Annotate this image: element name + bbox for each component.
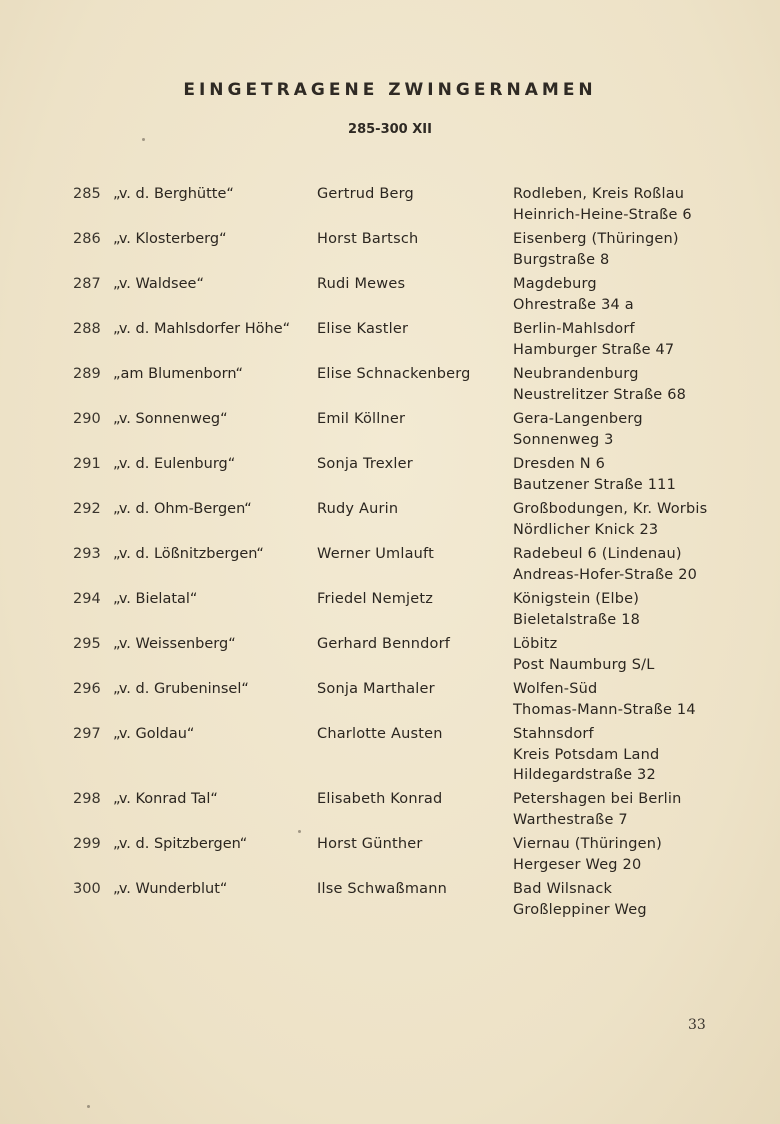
entry-number: 295: [73, 636, 101, 652]
owner-address: [513, 319, 674, 360]
address-line: Eisenberg (Thüringen): [513, 231, 679, 247]
entry-number: 288: [73, 321, 101, 337]
kennel-name-list: [0, 184, 780, 924]
owner-address: [513, 184, 692, 225]
owner-name: Rudi Mewes: [317, 276, 406, 292]
entry-number: 296: [73, 681, 101, 697]
address-line: Hamburger Straße 47: [513, 341, 675, 358]
owner-address: [513, 789, 682, 830]
address-line: Bieletalstraße 18: [513, 611, 641, 628]
kennel-name: „v. d. Spitzbergen“: [113, 836, 248, 852]
owner-name: Rudy Aurin: [317, 501, 399, 517]
owner-address: [513, 274, 634, 315]
address-line: Großbodungen, Kr. Worbis: [513, 501, 708, 517]
page-number: 33: [688, 1017, 706, 1033]
entry-number: 294: [73, 591, 101, 607]
owner-name: Werner Umlauft: [317, 546, 434, 562]
address-line: Viernau (Thüringen): [513, 836, 662, 852]
owner-name: Sonja Marthaler: [317, 681, 435, 697]
kennel-name: „v. d. Eulenburg“: [113, 456, 236, 472]
address-line: Bad Wilsnack: [513, 881, 613, 897]
entry-row: [0, 184, 780, 229]
owner-name: Gerhard Benndorf: [317, 636, 451, 652]
entry-row: [0, 724, 780, 789]
address-line: Stahnsdorf: [513, 726, 594, 742]
owner-name: Elisabeth Konrad: [317, 791, 443, 807]
address-line: Neustrelitzer Straße 68: [513, 386, 687, 403]
owner-address: [513, 499, 707, 540]
owner-name: Elise Schnackenberg: [317, 366, 471, 382]
owner-address: [513, 834, 662, 875]
owner-address: [513, 229, 679, 270]
address-line: Petershagen bei Berlin: [513, 791, 682, 807]
kennel-name: „v. d. Berghütte“: [113, 186, 234, 202]
address-line: Heinrich-Heine-Straße 6: [513, 206, 692, 223]
owner-address: [513, 544, 697, 585]
owner-address: [513, 409, 643, 450]
kennel-name: „v. Sonnenweg“: [113, 411, 228, 427]
owner-name: Emil Köllner: [317, 411, 406, 427]
owner-name: Horst Bartsch: [317, 231, 419, 247]
kennel-name: „v. Wunderblut“: [113, 881, 228, 897]
entry-number: 290: [73, 411, 101, 427]
entry-number: 287: [73, 276, 101, 292]
address-line: Thomas-Mann-Straße 14: [513, 701, 696, 718]
kennel-name: „v. d. Mahlsdorfer Höhe“: [113, 321, 291, 337]
owner-name: Horst Günther: [317, 836, 423, 852]
address-line: Neubrandenburg: [513, 366, 639, 382]
address-line: Bautzener Straße 111: [513, 476, 676, 493]
owner-address: [513, 679, 696, 720]
owner-address: [513, 454, 676, 495]
entry-row: [0, 679, 780, 724]
kennel-name: „v. d. Lößnitzbergen“: [113, 546, 264, 562]
entry-row: [0, 834, 780, 879]
print-speck: [87, 1105, 90, 1108]
entry-row: [0, 589, 780, 634]
address-line: Löbitz: [513, 636, 558, 652]
entry-number: 286: [73, 231, 101, 247]
page-subtitle: 285-300 XII: [348, 122, 432, 137]
address-line: Dresden N 6: [513, 456, 606, 472]
print-speck: [142, 138, 145, 141]
entry-row: [0, 409, 780, 454]
address-line: Gera-Langenberg: [513, 411, 643, 427]
entry-number: 285: [73, 186, 101, 202]
entry-row: [0, 229, 780, 274]
address-line: Post Naumburg S/L: [513, 656, 655, 673]
owner-name: Elise Kastler: [317, 321, 409, 337]
address-line: Kreis Potsdam Land: [513, 746, 660, 763]
entry-number: 299: [73, 836, 101, 852]
entry-row: [0, 544, 780, 589]
kennel-name: „v. Konrad Tal“: [113, 791, 218, 807]
owner-name: Sonja Trexler: [317, 456, 413, 472]
entry-number: 297: [73, 726, 101, 742]
owner-address: [513, 634, 654, 675]
entry-row: [0, 499, 780, 544]
address-line: Königstein (Elbe): [513, 591, 640, 607]
owner-address: [513, 364, 686, 405]
address-line: Ohrestraße 34 a: [513, 296, 634, 313]
kennel-name: „v. Goldau“: [113, 726, 195, 742]
address-line: Magdeburg: [513, 276, 597, 292]
owner-name: Charlotte Austen: [317, 726, 443, 742]
kennel-name: „v. Bielatal“: [113, 591, 198, 607]
entry-row: [0, 454, 780, 499]
entry-row: [0, 634, 780, 679]
address-line: Wolfen-Süd: [513, 681, 598, 697]
owner-name: Friedel Nemjetz: [317, 591, 434, 607]
kennel-name: „v. Klosterberg“: [113, 231, 227, 247]
entry-number: 291: [73, 456, 101, 472]
print-speck: [298, 830, 301, 833]
address-line: Radebeul 6 (Lindenau): [513, 546, 682, 562]
address-line: Sonnenweg 3: [513, 431, 614, 448]
entry-row: [0, 274, 780, 319]
address-line: Hergeser Weg 20: [513, 856, 642, 873]
address-line: Rodleben, Kreis Roßlau: [513, 186, 685, 202]
address-line: Nördlicher Knick 23: [513, 521, 659, 538]
entry-number: 298: [73, 791, 101, 807]
page-title: EINGETRAGENE ZWINGERNAMEN: [183, 80, 597, 100]
entry-row: [0, 879, 780, 924]
entry-number: 300: [73, 881, 101, 897]
address-line: Warthestraße 7: [513, 811, 628, 828]
address-line: Großleppiner Weg: [513, 901, 647, 918]
address-line: Hildegardstraße 32: [513, 767, 656, 783]
entry-row: [0, 789, 780, 834]
entry-row: [0, 364, 780, 409]
kennel-name: „v. Waldsee“: [113, 276, 204, 292]
address-line: Andreas-Hofer-Straße 20: [513, 566, 698, 583]
owner-address: [513, 879, 647, 920]
entry-number: 292: [73, 501, 101, 517]
entry-row: [0, 319, 780, 364]
owner-address: [513, 724, 659, 786]
entry-number: 293: [73, 546, 101, 562]
kennel-name: „am Blumenborn“: [113, 366, 243, 382]
owner-name: Gertrud Berg: [317, 186, 414, 202]
entry-number: 289: [73, 366, 101, 382]
address-line: Berlin-Mahlsdorf: [513, 321, 635, 337]
address-line: Burgstraße 8: [513, 251, 610, 268]
owner-name: Ilse Schwaßmann: [317, 881, 448, 897]
kennel-name: „v. d. Ohm-Bergen“: [113, 501, 252, 517]
owner-address: [513, 589, 640, 630]
kennel-name: „v. d. Grubeninsel“: [113, 681, 249, 697]
kennel-name: „v. Weissenberg“: [113, 636, 236, 652]
